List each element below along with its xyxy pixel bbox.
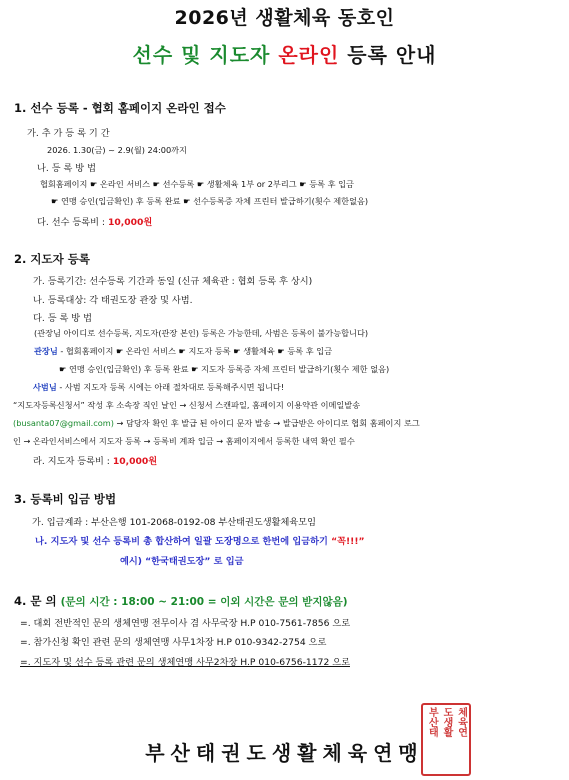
section2-d bbox=[33, 453, 157, 467]
section2-gwanjang-line1 bbox=[34, 346, 332, 357]
sabeom-label: 사범님 bbox=[33, 382, 57, 392]
section2-d-label: 라. 지도자 등록비 : bbox=[33, 456, 113, 467]
section1-a-label: 가. 추 가 등 록 기 간 bbox=[27, 128, 110, 139]
section2-sabeom-line bbox=[33, 382, 284, 393]
title-part2: 온라인 bbox=[278, 43, 340, 67]
section2-c-note: (관장님 아이디로 선수등록, 지도자(관장 본인) 등록은 가능한데, 사범은 등록이 불가능합니다) bbox=[34, 328, 369, 338]
section4-hours: (문의 시간 : 18:00 ~ 21:00 = 이외 시간은 문의 받지않음) bbox=[60, 596, 348, 608]
section2-b: 나. 등록대상: 각 태권도장 관장 및 사범. bbox=[33, 295, 193, 306]
gwanjang-label: 관장님 bbox=[34, 346, 58, 356]
title-line2 bbox=[0, 39, 569, 68]
seal-col-3: 부산태 bbox=[426, 707, 438, 737]
organization-seal bbox=[421, 703, 471, 776]
section2-form-line1: “지도자등록신청서” 작성 후 소속장 직인 날인 → 신청서 스캔파일, 홈페이지 이용약관 이메일발송 bbox=[13, 400, 361, 410]
section2-form-line2 bbox=[13, 418, 420, 429]
section2-form-line3: 인 → 온라인서비스에서 지도자 등록 → 등록비 계좌 입금 → 홈페이지에서 등록한 내역 확인 필수 bbox=[13, 436, 355, 446]
section3-b-text: 나. 지도자 및 선수 등록비 총 합산하여 일괄 도장명으로 한번에 입금하기 bbox=[35, 536, 332, 547]
section4-heading-prefix: 4. 문 의 bbox=[14, 594, 61, 608]
section3-heading: 3. 등록비 입금 방법 bbox=[14, 492, 117, 506]
contact-item-2: =. 참가신청 확인 관련 문의 생체연맹 사무1차장 H.P 010-9342-2754 으로 bbox=[20, 637, 327, 648]
contact-item-3: =. 지도자 및 선수 등록 관련 문의 생체연맹 사무2차장 H.P 010-6756-1172 으로 bbox=[20, 657, 350, 668]
sabeom-text: - 사범 지도자 등록 시에는 아래 절차대로 등록해주시면 됩니다! bbox=[56, 382, 285, 392]
section1-b-line2: ☛ 연맹 승인(입금확인) 후 등록 완료 ☛ 선수등록증 자체 프린터 발급하기(횟수 제한없음) bbox=[51, 196, 369, 206]
section3-b-line1 bbox=[35, 533, 365, 547]
section1-heading: 1. 선수 등록 - 협회 홈페이지 온라인 접수 bbox=[14, 101, 226, 115]
gwanjang-text: - 협회홈페이지 ☛ 온라인 서비스 ☛ 지도자 등록 ☛ 생활체육 ☛ 등록 후 입금 bbox=[57, 346, 333, 356]
seal-col-2: 도생활 bbox=[440, 707, 452, 737]
title-part1: 선수 및 지도자 bbox=[132, 43, 279, 67]
section1-c-value: 10,000원 bbox=[107, 217, 153, 228]
section2-gwanjang-line2: ☛ 연맹 승인(입금확인) 후 등록 완료 ☛ 지도자 등록증 자체 프린터 발급하기(횟수 제한 없음) bbox=[59, 364, 390, 374]
section3-a: 가. 입금계좌 : 부산은행 101-2068-0192-08 부산태권도생활체육모임 bbox=[32, 517, 317, 528]
contact-item-1: =. 대회 전반적인 문의 생체연맹 전무이사 겸 사무국장 H.P 010-7561-7856 으로 bbox=[20, 618, 351, 629]
title-part3: 등록 안내 bbox=[339, 43, 437, 67]
section2-heading: 2. 지도자 등록 bbox=[14, 252, 90, 266]
section3-b-emph: “꼭!!!” bbox=[331, 536, 365, 547]
form-line2-rest: → 담당자 확인 후 발급 된 아이디 문자 발송 → 발급받은 아이디로 협회 홈페이지 로그 bbox=[113, 418, 420, 428]
section1-a-value: 2026. 1.30(금) ~ 2.9(월) 24:00까지 bbox=[47, 145, 187, 155]
title-line1: 2026년 생활체육 동호인 bbox=[174, 7, 395, 29]
section1-b-line1: 협회홈페이지 ☛ 온라인 서비스 ☛ 선수등록 ☛ 생활체육 1부 or 2부리그 ☛ 등록 후 입금 bbox=[40, 179, 354, 189]
section1-c bbox=[37, 214, 152, 228]
section1-c-label: 다. 선수 등록비 : bbox=[37, 217, 108, 228]
section2-a: 가. 등록기간: 선수등록 기간과 동일 (신규 체육관 : 협회 등록 후 상시) bbox=[33, 276, 313, 287]
section2-d-value: 10,000원 bbox=[112, 456, 158, 467]
contact-email[interactable]: (busanta07@gmail.com) bbox=[13, 418, 114, 428]
section1-b-label: 나. 등 록 방 법 bbox=[37, 163, 96, 174]
organization-name: 부산태권도생활체육연맹 bbox=[145, 741, 424, 765]
section3-b-line2: 예시) “한국태권도장” 로 입금 bbox=[120, 556, 244, 567]
seal-col-1: 체육연 bbox=[455, 707, 467, 737]
section2-c-label: 다. 등 록 방 법 bbox=[33, 313, 92, 324]
section4-heading bbox=[14, 593, 348, 609]
